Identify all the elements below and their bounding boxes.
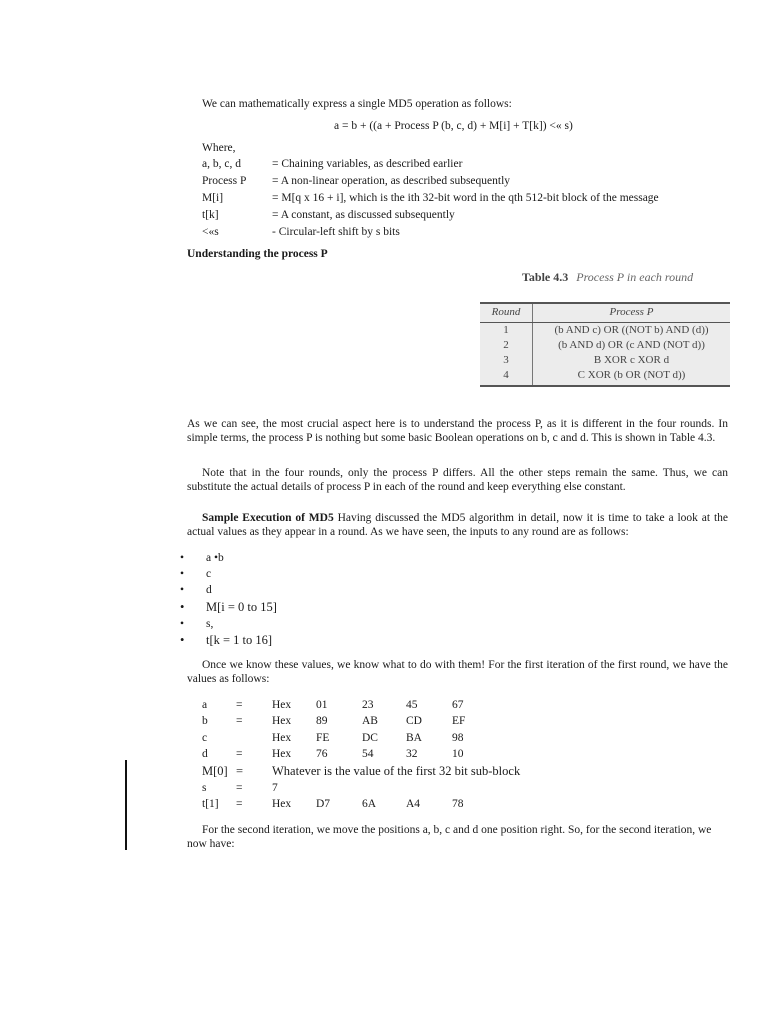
value-byte-3: BA	[406, 732, 422, 744]
value-byte-4: 67	[452, 699, 464, 711]
value-equals: =	[236, 715, 243, 727]
md5-formula: a = b + ((a + Process P (b, c, d) + M[i] + T[k]) <« s)	[334, 120, 573, 132]
value-byte-1: 76	[316, 748, 328, 760]
value-byte-2: 54	[362, 748, 374, 760]
definition-desc: = M[q x 16 + i], which is the ith 32-bit word in the qth 512-bit block of the message	[272, 192, 659, 204]
value-type: Hex	[272, 699, 292, 711]
value-type: Whatever is the value of the first 32 bit sub-block	[272, 764, 521, 778]
value-byte-2: DC	[362, 732, 378, 744]
round-cell: 4	[480, 368, 533, 386]
round-cell: 2	[480, 338, 533, 353]
definition-desc: = Chaining variables, as described earlier	[272, 158, 463, 170]
value-name: c	[202, 732, 208, 744]
value-name: b	[202, 715, 208, 727]
value-byte-4: 10	[452, 748, 464, 760]
value-byte-2: AB	[362, 715, 378, 727]
value-type: 7	[272, 782, 278, 794]
table-caption	[522, 270, 693, 285]
value-type: Hex	[272, 732, 292, 744]
list-item-text: d	[206, 584, 212, 596]
value-byte-4: 78	[452, 798, 464, 810]
value-type: Hex	[272, 748, 292, 760]
bullet-icon: •	[180, 618, 185, 630]
value-byte-4: EF	[452, 715, 466, 727]
definition-term: Process P	[202, 175, 247, 187]
list-item-text: a •b	[206, 552, 224, 564]
sample-text: Having discussed the MD5 algorithm in detail, now it is time to take a look at the actual values as they appear in a round. As we have seen, the inputs to any round are as follows:	[187, 512, 728, 539]
list-item-text: s,	[206, 618, 214, 630]
value-byte-1: 89	[316, 715, 328, 727]
definition-desc: = A constant, as discussed subsequently	[272, 209, 455, 221]
value-byte-2: 23	[362, 699, 374, 711]
value-name: d	[202, 748, 208, 760]
bullet-icon: •	[180, 584, 185, 596]
value-name: s	[202, 782, 207, 794]
process-p-table	[480, 302, 730, 387]
value-byte-3: CD	[406, 715, 422, 727]
value-byte-1: D7	[316, 798, 331, 810]
value-byte-2: 6A	[362, 798, 377, 810]
definition-term: t[k]	[202, 209, 219, 221]
value-equals: =	[236, 764, 244, 778]
section-heading: Understanding the process P	[187, 248, 328, 260]
table-header-row	[480, 303, 730, 322]
bullet-icon: •	[180, 568, 185, 580]
value-byte-3: 32	[406, 748, 418, 760]
value-name: M[0]	[202, 764, 228, 778]
paragraph-first-iteration: Once we know these values, we know what to do with them! For the first iteration of the first round, we have the values as follows:	[187, 659, 728, 686]
value-type: Hex	[272, 798, 292, 810]
table-row	[480, 368, 730, 386]
value-byte-1: 01	[316, 699, 328, 711]
value-equals: =	[236, 798, 243, 810]
header-process: Process P	[533, 303, 731, 322]
table-title: Process P in each round	[576, 270, 694, 284]
process-cell: (b AND c) OR ((NOT b) AND (d))	[554, 323, 709, 336]
value-name: t[1]	[202, 798, 219, 810]
list-item-text: t[k = 1 to 16]	[206, 633, 273, 647]
definition-term: <«s	[202, 226, 219, 238]
process-cell: B XOR c XOR d	[593, 353, 670, 366]
round-cell: 3	[480, 353, 533, 368]
sample-heading: Sample Execution of MD5	[202, 512, 334, 524]
value-equals: =	[236, 699, 243, 711]
process-cell: C XOR (b OR (NOT d))	[533, 368, 731, 386]
process-cell: (b AND d) OR (c AND (NOT d))	[558, 338, 705, 351]
value-equals: =	[236, 782, 243, 794]
where-label: Where,	[202, 142, 236, 154]
value-byte-1: FE	[316, 732, 330, 744]
definition-term: a, b, c, d	[202, 158, 241, 170]
paragraph-sample-execution	[187, 511, 728, 540]
bullet-icon: •	[180, 600, 185, 614]
value-byte-3: A4	[406, 798, 421, 810]
list-item-text: M[i = 0 to 15]	[206, 600, 277, 614]
definition-desc: = A non-linear operation, as described subsequently	[272, 175, 511, 187]
table-row	[480, 338, 730, 353]
header-round: Round	[480, 303, 533, 322]
round-cell: 1	[480, 322, 533, 338]
bullet-icon: •	[180, 552, 185, 564]
table-row	[480, 322, 730, 338]
list-item-text: c	[206, 568, 212, 580]
value-type: Hex	[272, 715, 292, 727]
paragraph-note: Note that in the four rounds, only the process P differs. All the other steps remain the same. Thus, we can substitute the actual details of process P in each of the round and keep everything else constant.	[187, 467, 728, 494]
value-byte-3: 45	[406, 699, 418, 711]
bullet-icon: •	[180, 633, 185, 647]
intro-text: We can mathematically express a single MD5 operation as follows:	[202, 98, 512, 110]
value-byte-4: 98	[452, 732, 464, 744]
paragraph-process-p: As we can see, the most crucial aspect here is to understand the process P, as it is different in the four rounds. In simple terms, the process P is nothing but some basic Boolean operations on b, c and d. This is shown in Table 4.3.	[187, 418, 728, 445]
table-number: Table 4.3	[522, 270, 569, 284]
definition-desc: - Circular-left shift by s bits	[272, 226, 400, 238]
value-equals: =	[236, 748, 243, 760]
paragraph-second-iteration: For the second iteration, we move the positions a, b, c and d one position right. So, for the second iteration, we now have:	[187, 824, 712, 851]
definition-term: M[i]	[202, 192, 224, 204]
value-name: a	[202, 699, 208, 711]
table-row	[480, 353, 730, 368]
margin-bar	[125, 760, 127, 850]
